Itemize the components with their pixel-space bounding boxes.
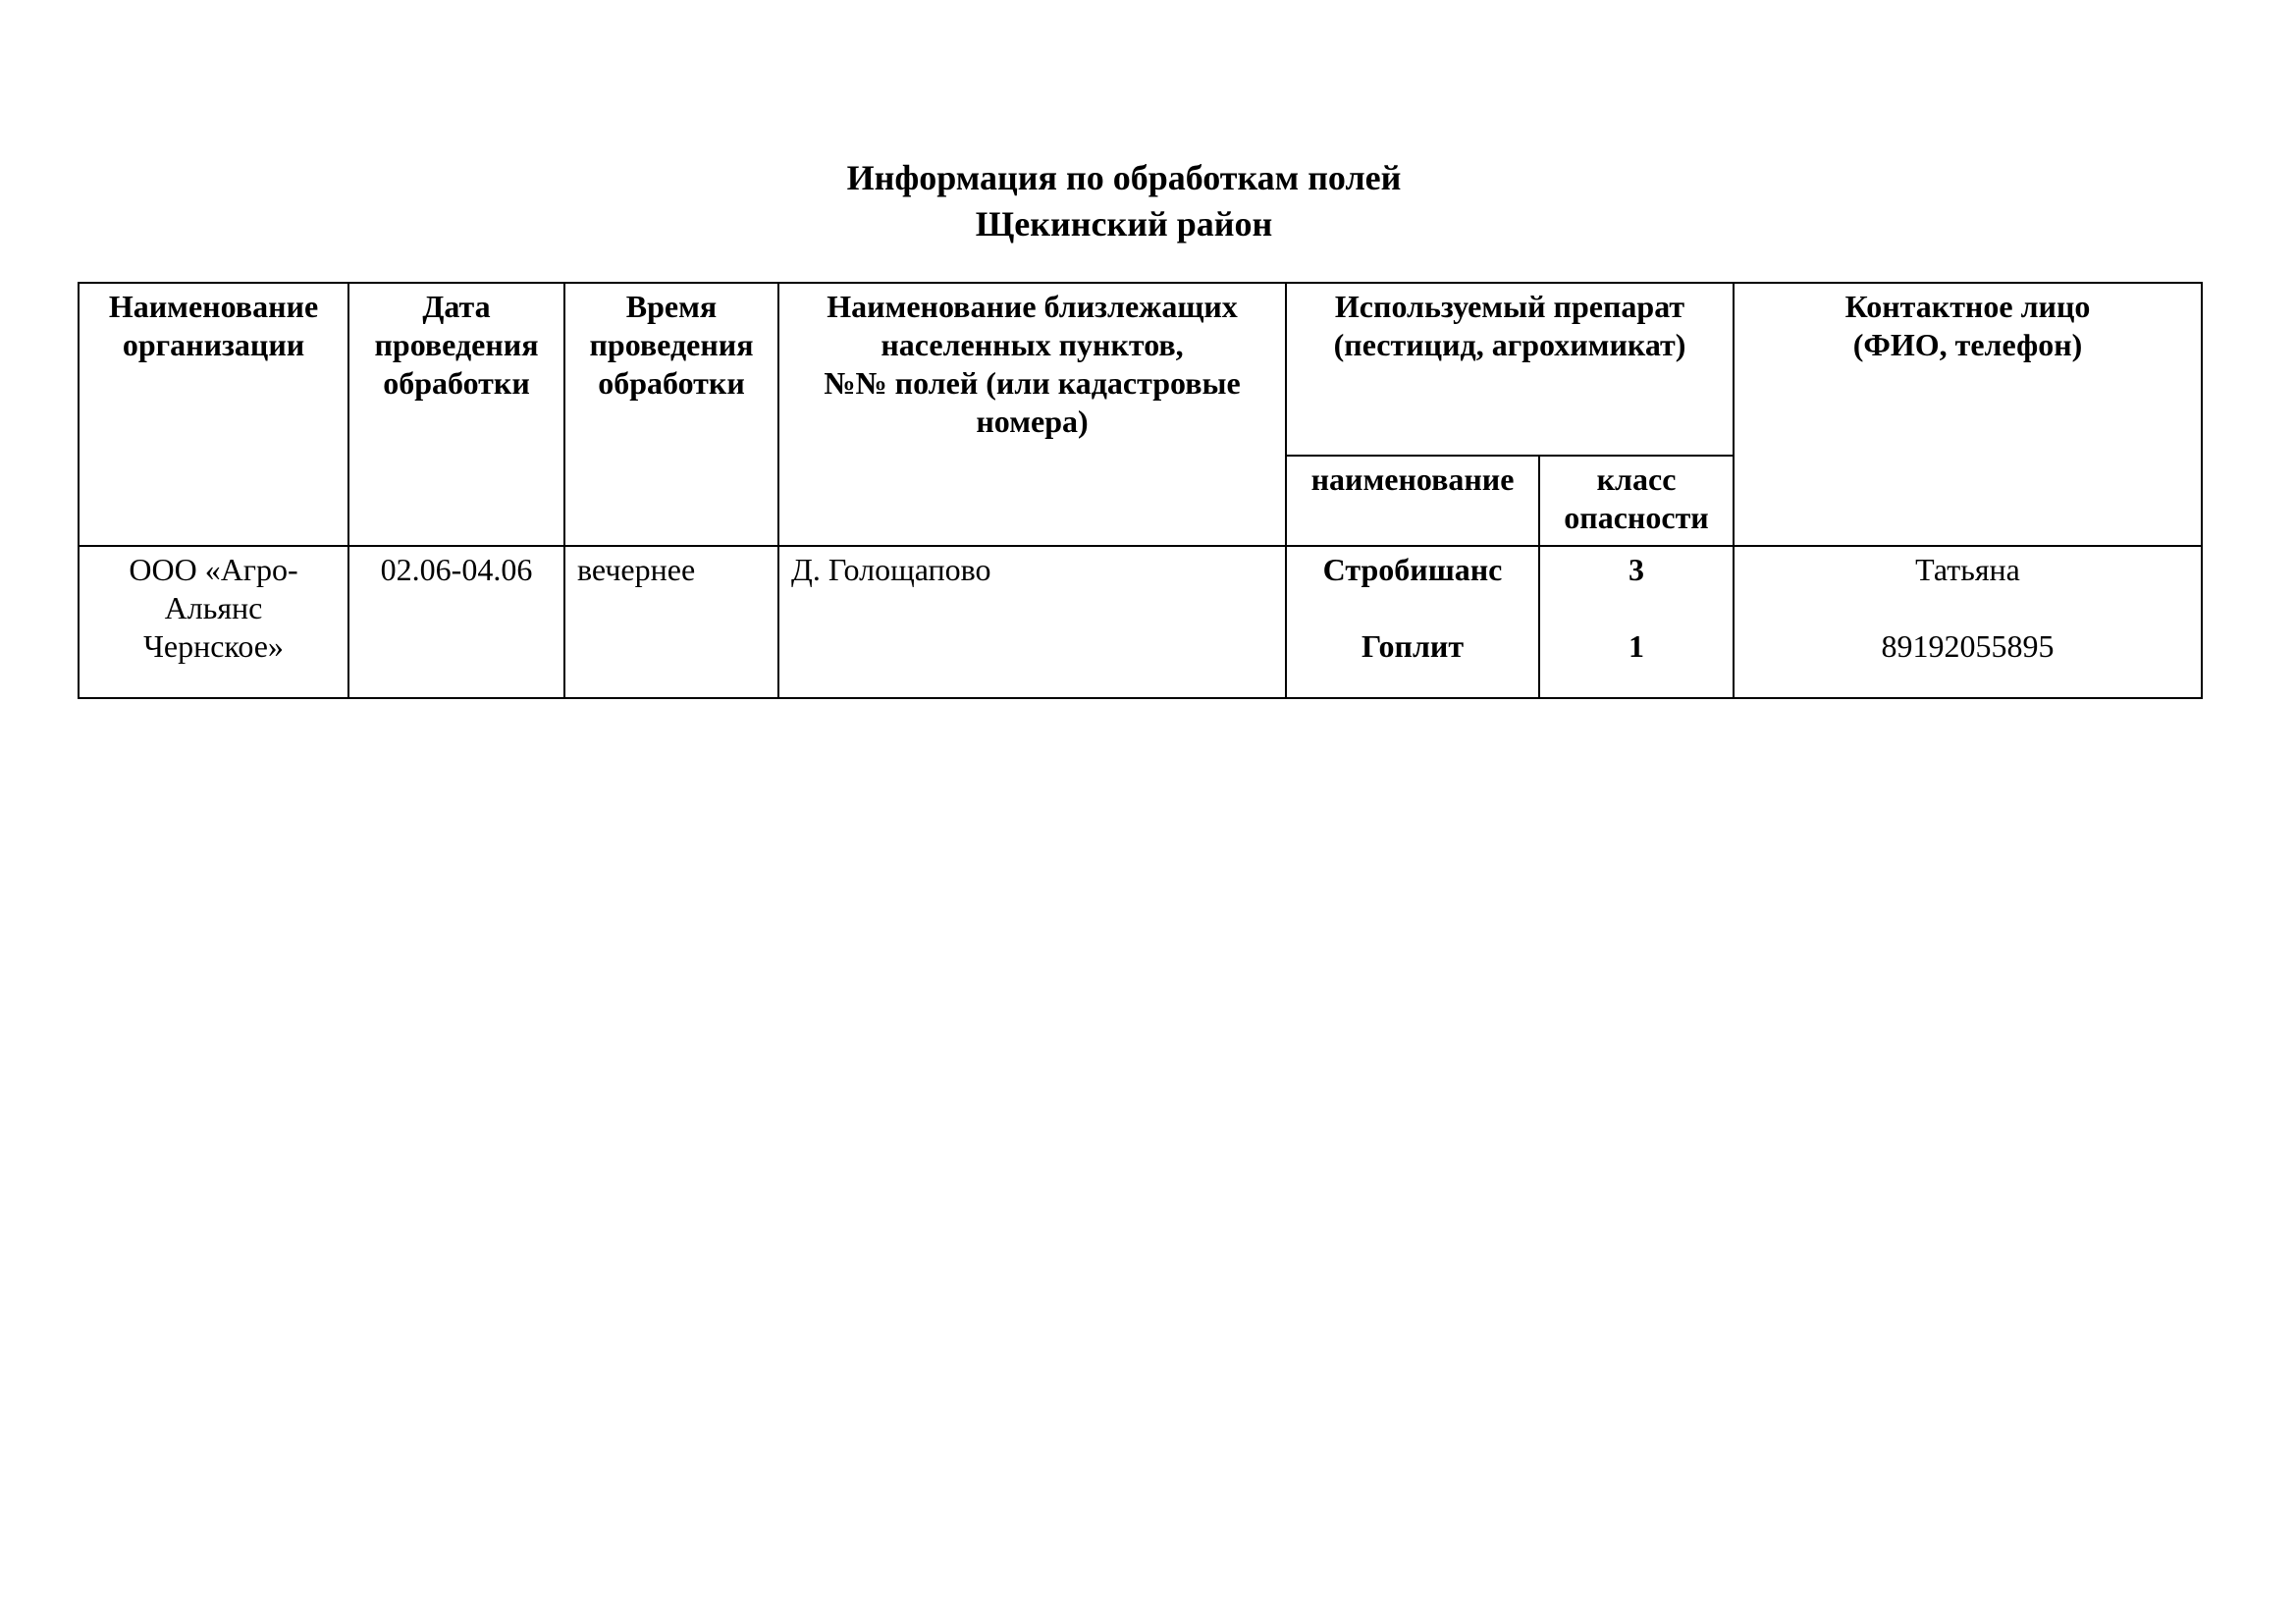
hazard-class-2: 1: [1629, 628, 1644, 664]
header-row: [79, 283, 2202, 456]
table-row: [79, 546, 2202, 698]
preparation-name-2: Гоплит: [1361, 628, 1465, 664]
hazard-class-1: 3: [1629, 552, 1644, 587]
document-title: [0, 155, 2248, 247]
title-line-1: Информация по обработкам полей: [846, 158, 1402, 197]
contact-name: Татьяна: [1915, 552, 2020, 587]
cell-contact: [1734, 546, 2202, 698]
header-date: Дата проведения обработки: [348, 283, 564, 546]
title-line-2: Щекинский район: [975, 204, 1273, 244]
header-preparation: Используемый препарат (пестицид, агрохимикат): [1286, 283, 1734, 456]
cell-hazard-classes: [1539, 546, 1734, 698]
header-time: Время проведения обработки: [564, 283, 778, 546]
header-organization: Наименование организации: [79, 283, 348, 546]
field-treatment-table: [78, 282, 2203, 699]
cell-settlements: Д. Голощапово: [778, 546, 1286, 698]
cell-date: 02.06-04.06: [348, 546, 564, 698]
header-preparation-name: наименование: [1286, 456, 1539, 546]
cell-time: вечернее: [564, 546, 778, 698]
contact-phone: 89192055895: [1881, 628, 2055, 664]
preparation-name-1: Стробишанс: [1322, 552, 1503, 587]
cell-preparation-names: [1286, 546, 1539, 698]
header-hazard-class: класс опасности: [1539, 456, 1734, 546]
header-contact: Контактное лицо (ФИО, телефон): [1734, 283, 2202, 546]
cell-organization: ООО «Агро- Альянс Чернское»: [79, 546, 348, 698]
header-settlements: Наименование близлежащих населенных пунктов, №№ полей (или кадастровые номера): [778, 283, 1286, 546]
